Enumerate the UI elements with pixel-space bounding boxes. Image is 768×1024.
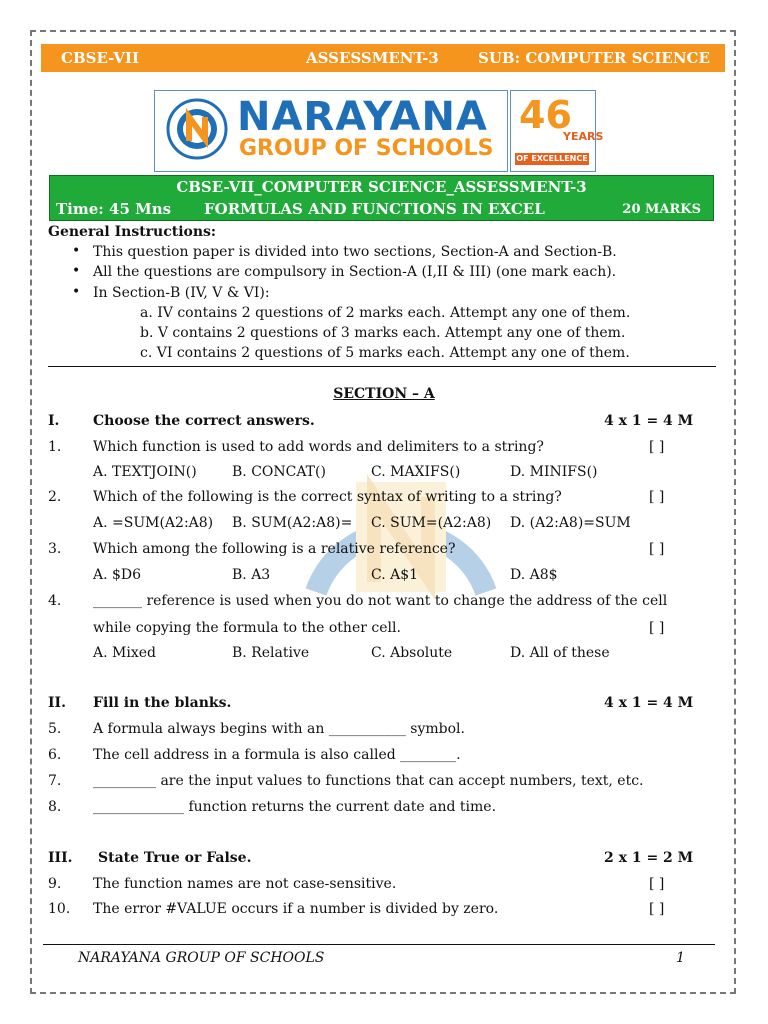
option-c: C. SUM=(A2:A8) <box>371 515 492 531</box>
excellence-label: OF EXCELLENCE <box>516 154 588 163</box>
question-text: A formula always begins with an ___________ symbol. <box>93 721 465 737</box>
part-1-marks: 4 x 1 = 4 M <box>604 413 694 429</box>
option-c: C. MAXIFS() <box>371 464 461 480</box>
question-number: 8. <box>48 799 62 815</box>
part-1-title: Choose the correct answers. <box>93 413 315 429</box>
part-3-title: State True or False. <box>98 850 252 866</box>
option-c: C. A$1 <box>371 567 419 583</box>
option-d: D. A8$ <box>510 567 558 583</box>
question-text: _________ are the input values to functions that can accept numbers, text, etc. <box>93 773 644 789</box>
years-badge <box>510 90 604 172</box>
instruction-sub-c: c. VI contains 2 questions of 5 marks each. Attempt any one of them. <box>140 345 630 361</box>
bullet-icon: • <box>72 284 81 300</box>
marks-label: 20 MARKS <box>622 202 701 217</box>
question-number: 4. <box>48 593 62 609</box>
question-text: The cell address in a formula is also called ________. <box>93 747 461 763</box>
option-c: C. Absolute <box>371 645 453 661</box>
header-assessment: ASSESSMENT-3 <box>306 49 439 67</box>
part-2-number: II. <box>48 695 66 711</box>
answer-bracket: [ ] <box>649 876 665 892</box>
bullet-icon: • <box>72 263 81 279</box>
header-class: CBSE-VII <box>61 49 139 67</box>
question-number: 1. <box>48 439 62 455</box>
page-number: 1 <box>676 950 685 966</box>
bullet-icon: • <box>72 243 81 259</box>
question-text: Which of the following is the correct syntax of writing to a string? <box>93 489 562 505</box>
option-b: B. SUM(A2:A8)= <box>232 515 353 531</box>
instruction-sub-a: a. IV contains 2 questions of 2 marks each. Attempt any one of them. <box>140 305 631 321</box>
option-a: A. TEXTJOIN() <box>93 464 197 480</box>
divider <box>48 366 716 367</box>
question-text: Which function is used to add words and delimiters to a string? <box>93 439 544 455</box>
years-label: YEARS <box>563 130 604 143</box>
option-d: D. (A2:A8)=SUM <box>510 515 631 531</box>
footer-school: NARAYANA GROUP OF SCHOOLS <box>78 950 325 966</box>
instruction-1: This question paper is divided into two sections, Section-A and Section-B. <box>93 244 617 260</box>
question-number: 5. <box>48 721 62 737</box>
logo-subtitle: GROUP OF SCHOOLS <box>239 136 494 161</box>
part-2-marks: 4 x 1 = 4 M <box>604 695 694 711</box>
answer-bracket: [ ] <box>649 439 665 455</box>
narayana-logo <box>154 90 508 172</box>
question-text: The function names are not case-sensitive. <box>93 876 397 892</box>
option-a: A. $D6 <box>93 567 142 583</box>
answer-bracket: [ ] <box>649 541 665 557</box>
question-text: The error #VALUE occurs if a number is divided by zero. <box>93 901 499 917</box>
question-text: _____________ function returns the current date and time. <box>93 799 497 815</box>
question-number: 6. <box>48 747 62 763</box>
logo-name: NARAYANA <box>237 94 488 140</box>
time-label: Time: 45 Mns <box>56 200 172 218</box>
option-d: D. All of these <box>510 645 610 661</box>
question-number: 7. <box>48 773 62 789</box>
option-b: B. Relative <box>232 645 310 661</box>
option-b: B. A3 <box>232 567 271 583</box>
title-banner <box>49 175 714 221</box>
section-a-heading: SECTION – A <box>333 386 435 402</box>
instruction-sub-b: b. V contains 2 questions of 3 marks each. Attempt any one of them. <box>140 325 626 341</box>
answer-bracket: [ ] <box>649 901 665 917</box>
years-number: 46 <box>519 93 572 137</box>
question-number: 9. <box>48 876 62 892</box>
part-1-number: I. <box>48 413 60 429</box>
narayana-emblem-icon <box>165 97 229 161</box>
question-number: 10. <box>48 901 71 917</box>
answer-bracket: [ ] <box>649 620 665 636</box>
paper-title: CBSE-VII_COMPUTER SCIENCE_ASSESSMENT-3 <box>176 178 587 196</box>
part-2-title: Fill in the blanks. <box>93 695 232 711</box>
instructions-heading: General Instructions: <box>48 224 217 240</box>
option-a: A. =SUM(A2:A8) <box>93 515 214 531</box>
part-3-number: III. <box>48 850 73 866</box>
question-text: _______ reference is used when you do not want to change the address of the cell <box>93 593 668 609</box>
part-3-marks: 2 x 1 = 2 M <box>604 850 694 866</box>
footer-rule <box>43 944 715 945</box>
instruction-3: In Section-B (IV, V & VI): <box>93 285 270 301</box>
option-a: A. Mixed <box>93 645 156 661</box>
question-text: Which among the following is a relative reference? <box>93 541 456 557</box>
header-bar <box>41 44 725 72</box>
header-subject: SUB: COMPUTER SCIENCE <box>478 49 710 67</box>
question-number: 2. <box>48 489 62 505</box>
option-d: D. MINIFS() <box>510 464 598 480</box>
question-number: 3. <box>48 541 62 557</box>
instruction-2: All the questions are compulsory in Section-A (I,II & III) (one mark each). <box>93 264 617 280</box>
option-b: B. CONCAT() <box>232 464 326 480</box>
question-text-continued: while copying the formula to the other cell. <box>93 620 401 636</box>
topic-label: FORMULAS AND FUNCTIONS IN EXCEL <box>204 200 545 218</box>
answer-bracket: [ ] <box>649 489 665 505</box>
